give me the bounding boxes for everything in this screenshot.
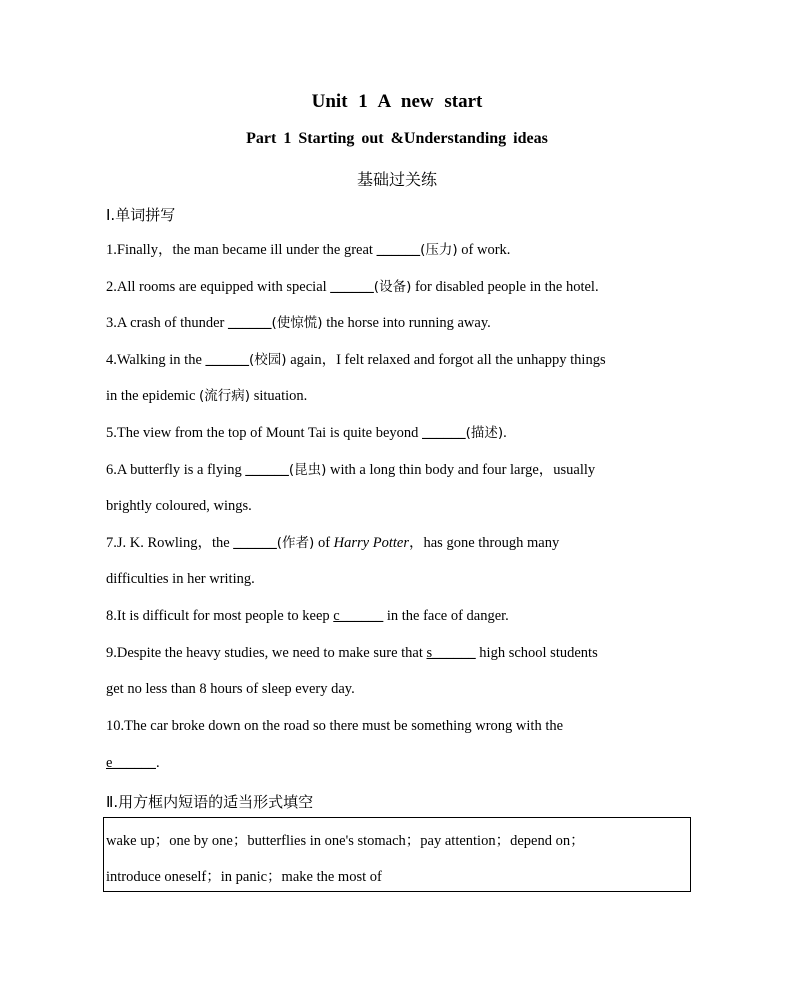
section2-heading: Ⅱ.用方框内短语的适当形式填空 <box>106 793 314 811</box>
answer-blank[interactable]: ______ <box>205 352 250 368</box>
question-4: 4.Walking in the ______(校园) again，I felt relaxed and forgot all the unhappy things <box>106 352 606 368</box>
question-10: 10.The car broke down on the road so there must be something wrong with the <box>106 718 564 734</box>
answer-blank[interactable]: e______ <box>106 755 156 771</box>
question-3: 3.A crash of thunder ______(使惊慌) the horse into running away. <box>106 315 491 331</box>
question-6: 6.A butterfly is a flying ______(昆虫) with a long thin body and four large，usually <box>106 462 596 478</box>
question-1: 1.Finally，the man became ill under the great ______(压力) of work. <box>106 242 511 258</box>
question-6-continued: brightly coloured, wings. <box>106 498 252 514</box>
phrase-box <box>103 817 691 892</box>
answer-blank[interactable]: ______ <box>376 242 421 258</box>
answer-blank[interactable]: ______ <box>330 279 374 295</box>
question-10-continued: e______. <box>106 755 160 771</box>
question-7-continued: difficulties in her writing. <box>106 571 255 587</box>
section1-heading: Ⅰ.单词拼写 <box>106 206 176 224</box>
question-5: 5.The view from the top of Mount Tai is quite beyond ______(描述). <box>106 425 507 441</box>
answer-blank[interactable]: ______ <box>233 535 277 551</box>
phrase-box-line-1: wake up；one by one；butterflies in one's stomach；pay attention；depend on； <box>106 833 585 849</box>
question-4-continued: in the epidemic (流行病) situation. <box>106 388 308 404</box>
unit-title: Unit 1 A new start <box>311 91 483 112</box>
answer-blank[interactable]: s______ <box>426 645 476 661</box>
question-9: 9.Despite the heavy studies, we need to make sure that s______ high school students <box>106 645 598 661</box>
question-9-continued: get no less than 8 hours of sleep every day. <box>106 681 355 697</box>
answer-blank[interactable]: c______ <box>333 608 384 624</box>
question-2: 2.All rooms are equipped with special ______(设备) for disabled people in the hotel. <box>106 279 599 295</box>
answer-blank[interactable]: ______ <box>422 425 466 441</box>
phrase-box-line-2: introduce oneself；in panic；make the most of <box>106 869 382 885</box>
part-title: Part 1 Starting out &Understanding ideas <box>246 130 548 147</box>
book-title: Harry Potter <box>333 535 409 551</box>
question-8: 8.It is difficult for most people to keep c______ in the face of danger. <box>106 608 509 624</box>
answer-blank[interactable]: ______ <box>245 462 289 478</box>
question-7: 7.J. K. Rowling，the ______(作者) of Harry Potter，has gone through many <box>106 535 560 551</box>
section-subtitle: 基础过关练 <box>356 170 437 189</box>
answer-blank[interactable]: ______ <box>228 315 272 331</box>
